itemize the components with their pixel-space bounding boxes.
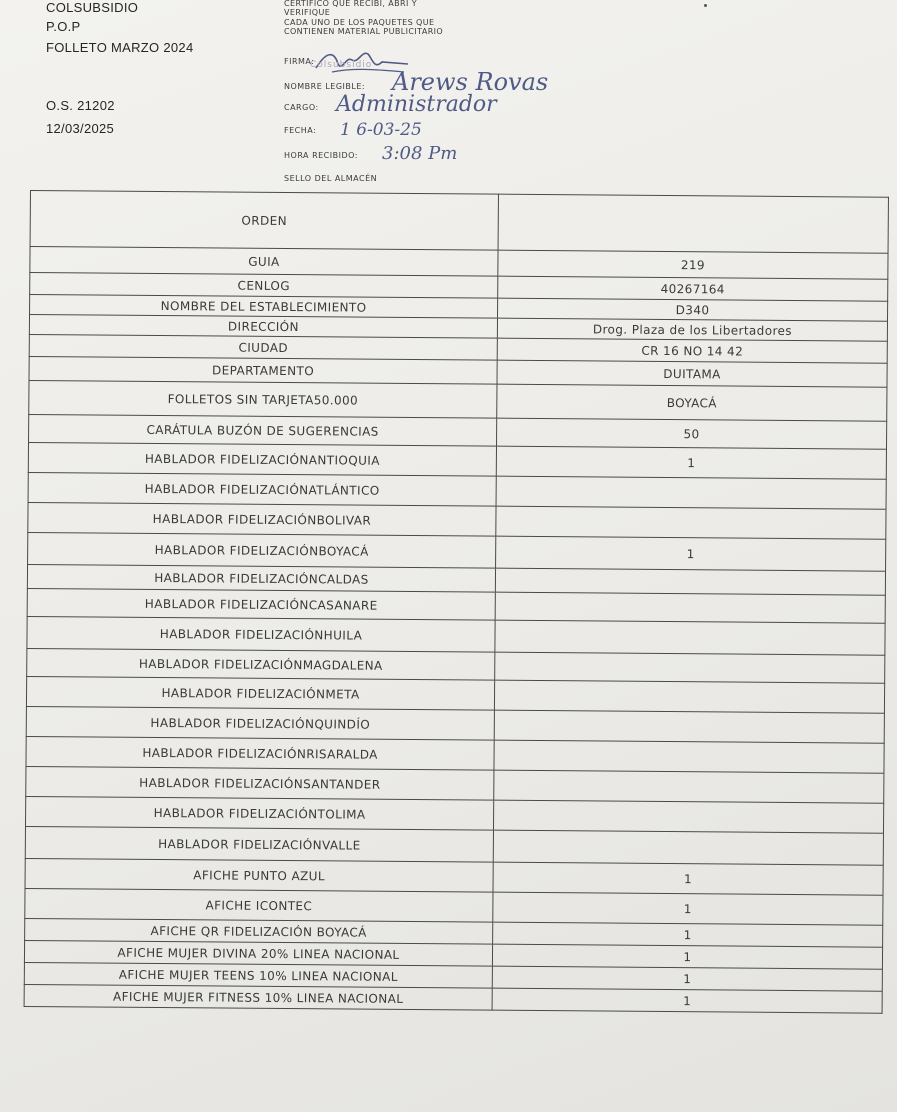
document-date: 12/03/2025 bbox=[46, 121, 115, 136]
row-value: 219 bbox=[498, 250, 888, 279]
row-label: AFICHE PUNTO AZUL bbox=[25, 858, 493, 892]
row-value bbox=[494, 740, 884, 773]
row-label: GUIA bbox=[30, 247, 498, 277]
row-value bbox=[493, 800, 883, 833]
row-value: 50 bbox=[497, 418, 887, 449]
row-value bbox=[496, 506, 886, 539]
row-label: DIRECCIÓN bbox=[29, 315, 497, 339]
row-label: HABLADOR FIDELIZACIÓNANTIOQUIA bbox=[28, 442, 496, 476]
company-name: COLSUBSIDIO bbox=[46, 0, 139, 15]
row-label: HABLADOR FIDELIZACIÓNCALDAS bbox=[27, 564, 495, 592]
row-value: D340 bbox=[498, 298, 888, 321]
row-label: ORDEN bbox=[30, 191, 498, 251]
row-label: AFICHE QR FIDELIZACIÓN BOYACÁ bbox=[25, 918, 493, 944]
delivery-table bbox=[23, 190, 890, 1037]
row-label: HABLADOR FIDELIZACIÓNMETA bbox=[26, 676, 494, 710]
cert-line-3: CADA UNO DE LOS PAQUETES QUE bbox=[284, 18, 435, 27]
row-value bbox=[495, 652, 885, 683]
cert-line-4: CONTIENEN MATERIAL PUBLICITARIO bbox=[284, 27, 444, 36]
cert-line-1: CERTIFICO QUE RECIBÍ, ABRÍ Y bbox=[284, 0, 418, 8]
cargo-handwritten: Administrador bbox=[336, 92, 497, 117]
row-value: 1 bbox=[493, 922, 883, 947]
row-label: HABLADOR FIDELIZACIÓNQUINDÍO bbox=[26, 706, 494, 740]
speck bbox=[704, 4, 707, 7]
row-label: AFICHE MUJER DIVINA 20% LINEA NACIONAL bbox=[24, 940, 492, 966]
row-value: 1 bbox=[496, 446, 886, 479]
row-value bbox=[496, 476, 886, 509]
row-value bbox=[495, 620, 885, 655]
hora-label: HORA RECIBIDO: bbox=[284, 151, 358, 160]
row-value bbox=[498, 194, 888, 253]
materials-table bbox=[24, 190, 889, 1014]
order-number: O.S. 21202 bbox=[46, 98, 115, 113]
row-value: DUITAMA bbox=[497, 360, 887, 387]
row-value: Drog. Plaza de los Libertadores bbox=[497, 318, 887, 341]
row-value bbox=[494, 710, 884, 743]
nombre-label: NOMBRE LEGIBLE: bbox=[284, 82, 366, 91]
fecha-label: FECHA: bbox=[284, 126, 317, 135]
cargo-label: CARGO: bbox=[284, 103, 319, 112]
row-label: AFICHE MUJER FITNESS 10% LINEA NACIONAL bbox=[24, 984, 492, 1010]
cert-line-2: VERIFIQUE bbox=[284, 8, 331, 17]
firma-label: FIRMA: bbox=[284, 57, 315, 66]
row-label: CARÁTULA BUZÓN DE SUGERENCIAS bbox=[29, 414, 497, 446]
row-label: HABLADOR FIDELIZACIÓNVALLE bbox=[25, 826, 493, 862]
row-value: CR 16 NO 14 42 bbox=[497, 338, 887, 363]
row-value: 1 bbox=[496, 536, 886, 571]
row-label: HABLADOR FIDELIZACIÓNATLÁNTICO bbox=[28, 472, 496, 506]
row-label: HABLADOR FIDELIZACIÓNSANTANDER bbox=[26, 766, 494, 800]
row-value bbox=[493, 830, 883, 865]
row-value: 1 bbox=[492, 988, 882, 1013]
row-value bbox=[494, 680, 884, 713]
folleto-title: FOLLETO MARZO 2024 bbox=[46, 40, 194, 55]
row-label: HABLADOR FIDELIZACIÓNBOYACÁ bbox=[28, 532, 496, 568]
row-label: HABLADOR FIDELIZACIÓNRISARALDA bbox=[26, 736, 494, 770]
row-label: FOLLETOS SIN TARJETA50.000 bbox=[29, 380, 497, 418]
row-value: BOYACÁ bbox=[497, 384, 887, 421]
row-label: HABLADOR FIDELIZACIÓNMAGDALENA bbox=[27, 648, 495, 680]
row-label: HABLADOR FIDELIZACIÓNHUILA bbox=[27, 616, 495, 652]
sello-label: SELLO DEL ALMACÉN bbox=[284, 174, 378, 183]
row-value: 40267164 bbox=[498, 276, 888, 301]
row-value bbox=[494, 770, 884, 803]
row-label: AFICHE ICONTEC bbox=[25, 888, 493, 922]
hora-handwritten: 3:08 Pm bbox=[382, 143, 458, 164]
row-value: 1 bbox=[493, 892, 883, 925]
row-label: NOMBRE DEL ESTABLECIMIENTO bbox=[30, 295, 498, 319]
fecha-handwritten: 1 6-03-25 bbox=[340, 120, 422, 140]
row-label: HABLADOR FIDELIZACIÓNCASANARE bbox=[27, 588, 495, 620]
row-value bbox=[495, 592, 885, 623]
row-label: AFICHE MUJER TEENS 10% LINEA NACIONAL bbox=[24, 962, 492, 988]
row-label: HABLADOR FIDELIZACIÓNBOLIVAR bbox=[28, 502, 496, 536]
row-value bbox=[495, 568, 885, 595]
nombre-handwritten: Arews Rovas bbox=[392, 68, 549, 96]
row-value: 1 bbox=[492, 944, 882, 969]
row-value: 1 bbox=[493, 862, 883, 895]
table-row bbox=[30, 191, 888, 254]
department-code: P.O.P bbox=[46, 19, 81, 34]
row-value: 1 bbox=[492, 966, 882, 991]
row-label: CIUDAD bbox=[29, 334, 497, 360]
row-label: HABLADOR FIDELIZACIÓNTOLIMA bbox=[26, 796, 494, 830]
row-label: CENLOG bbox=[30, 273, 498, 299]
row-label: DEPARTAMENTO bbox=[29, 356, 497, 384]
warehouse-stamp: Colsubsidio bbox=[310, 60, 373, 70]
